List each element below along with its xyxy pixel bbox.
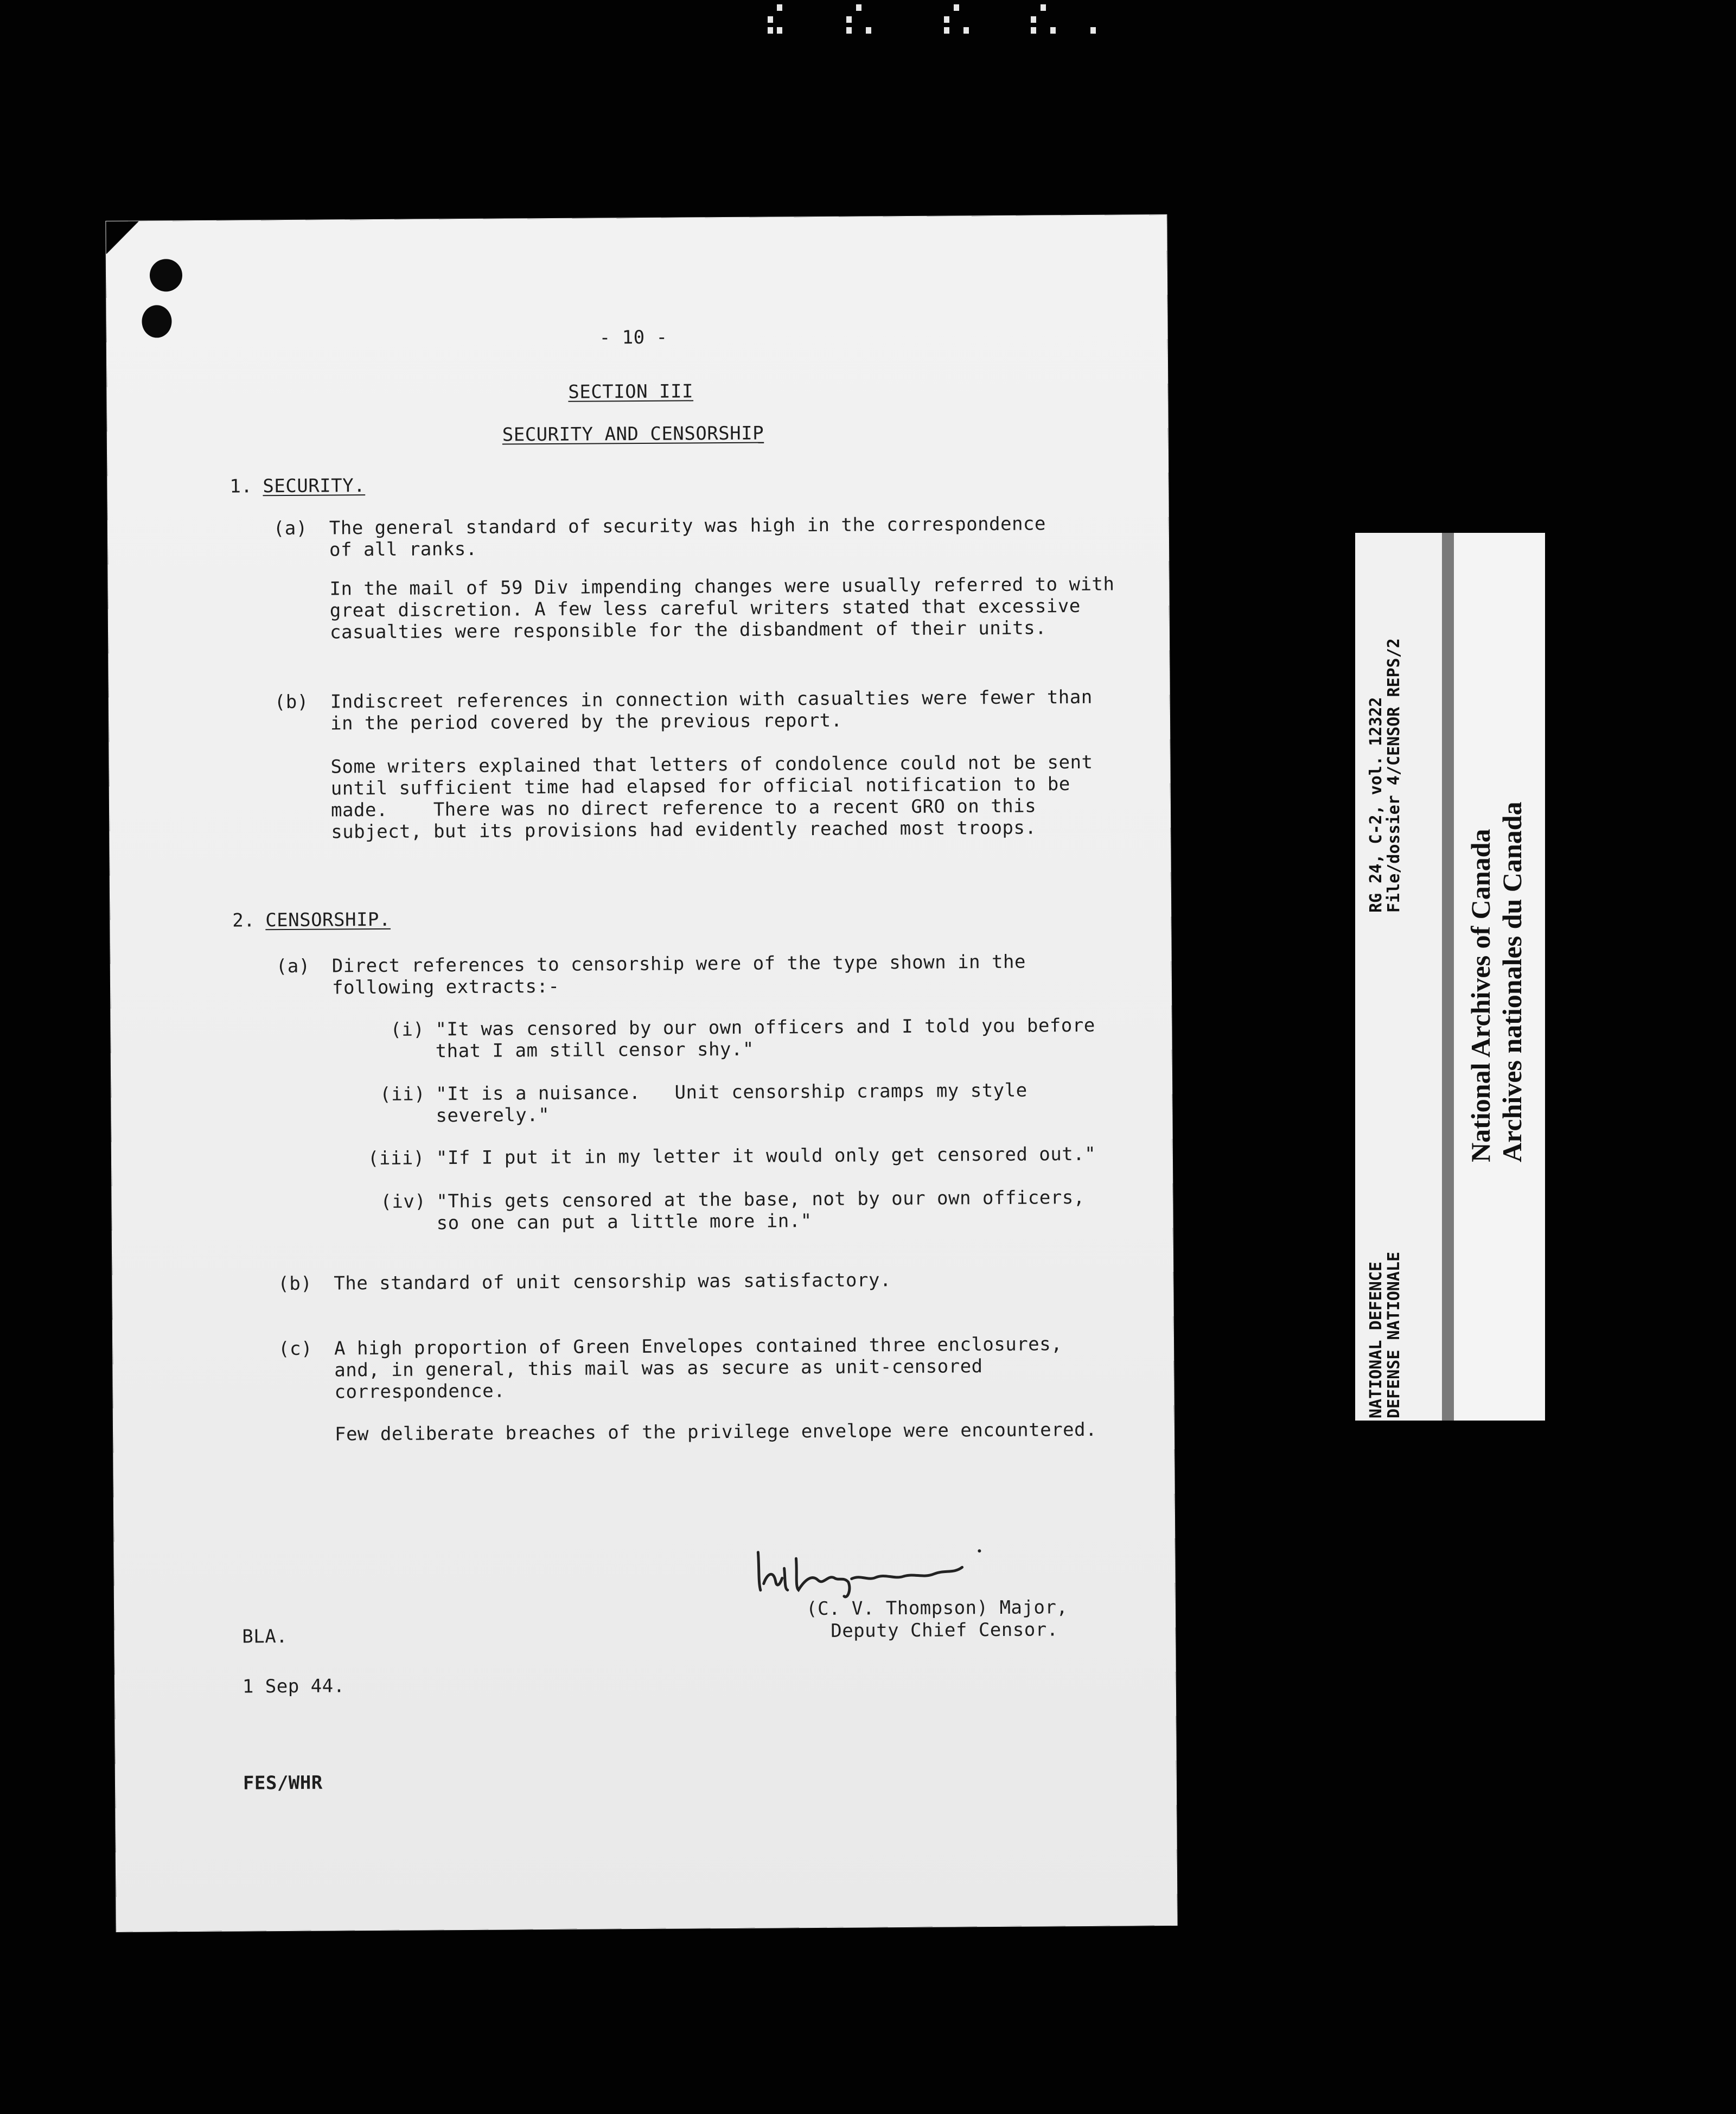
document-page	[106, 215, 1177, 1932]
archive-reference-1: RG 24, C-2, vol. 12322	[1367, 697, 1386, 913]
text-line: A high proportion of Green Envelopes contained three enclosures,	[334, 1333, 1063, 1360]
text-line: following extracts:-	[331, 975, 560, 999]
page-number: - 10 -	[599, 326, 668, 349]
text-line: "It was censored by our own officers and I told you before	[435, 1014, 1095, 1041]
text-line: great discretion. A few less careful writers stated that excessive	[329, 595, 1081, 622]
text-line: The general standard of security was high in the correspondence	[329, 513, 1046, 539]
extract-iv-text	[436, 1187, 1085, 1234]
archive-label	[1355, 533, 1545, 1421]
item-1-heading: SECURITY.	[263, 475, 366, 498]
extract-i-marker: (i)	[390, 1018, 425, 1041]
national-archives-en: National Archives of Canada	[1465, 829, 1496, 1162]
text-line: casualties were responsible for the disbandment of their units.	[329, 617, 1047, 644]
item-2b-text: The standard of unit censorship was satisfactory.	[334, 1269, 891, 1295]
punch-hole	[142, 305, 171, 338]
film-edge-marks	[765, 0, 1101, 38]
text-line: and, in general, this mail was as secure as unit-censored	[334, 1355, 983, 1381]
archive-label-divider	[1442, 533, 1454, 1421]
text-line: "If I put it in my letter it would only get censored out."	[436, 1143, 1096, 1169]
extract-ii-text	[436, 1080, 1027, 1127]
archive-label-left-panel	[1355, 533, 1442, 1421]
national-defence-fr: DEFENSE NATIONALE	[1384, 1251, 1403, 1418]
text-line: subject, but its provisions had evidently reached most troops.	[331, 817, 1037, 843]
text-line: In the mail of 59 Div impending changes were usually referred to with	[329, 573, 1115, 600]
extract-iv-marker: (iv)	[380, 1190, 426, 1213]
item-1a-paragraph-2	[329, 574, 1115, 644]
item-2-number: 2.	[232, 909, 256, 932]
national-defence-en: NATIONAL DEFENCE	[1367, 1262, 1386, 1418]
item-2-heading: CENSORSHIP.	[265, 908, 391, 932]
item-1-number: 1.	[229, 475, 253, 498]
signatory-title: Deputy Chief Censor.	[831, 1619, 1058, 1642]
item-2b-marker: (b)	[278, 1272, 312, 1295]
item-1b-paragraph	[330, 686, 1093, 735]
signatory-name: (C. V. Thompson) Major,	[806, 1596, 1068, 1620]
extract-iii-marker: (iii)	[367, 1147, 425, 1170]
item-2c-paragraph	[334, 1333, 1063, 1403]
text-line: Direct references to censorship were of the type shown in the	[331, 951, 1026, 977]
text-line: until sufficient time had elapsed for official notification to be	[330, 773, 1070, 800]
archive-reference-2: File/dossier 4/CENSOR REPS/2	[1384, 638, 1403, 913]
item-1b-marker: (b)	[274, 691, 309, 714]
extract-iii-text	[436, 1143, 1096, 1169]
file-reference: FES/WHR	[242, 1772, 323, 1794]
item-2a-marker: (a)	[276, 955, 310, 978]
section-subtitle: SECURITY AND CENSORSHIP	[502, 422, 764, 446]
extract-ii-marker: (ii)	[380, 1083, 426, 1105]
text-line: of all ranks.	[329, 538, 477, 561]
item-2a-paragraph	[332, 951, 1026, 999]
extract-i-text	[435, 1015, 1095, 1062]
text-line: "It is a nuisance. Unit censorship cramps my style	[436, 1079, 1027, 1105]
document-date: 1 Sep 44.	[242, 1675, 345, 1698]
text-line: in the period covered by the previous report.	[330, 709, 843, 735]
punch-hole	[150, 259, 182, 291]
text-line: Indiscreet references in connection with casualties were fewer than	[330, 686, 1093, 713]
text-line: Some writers explained that letters of condolence could not be sent	[330, 751, 1093, 778]
item-2c-paragraph-2: Few deliberate breaches of the privilege envelope were encountered.	[334, 1418, 1097, 1446]
text-line: so one can put a little more in."	[436, 1210, 812, 1234]
national-archives-fr: Archives nationales du Canada	[1497, 801, 1527, 1162]
text-line: that I am still censor shy."	[435, 1038, 755, 1062]
text-line: made. There was no direct reference to a recent GRO on this	[330, 795, 1037, 822]
item-2c-marker: (c)	[278, 1338, 313, 1360]
item-1a-paragraph	[329, 513, 1046, 561]
section-title: SECTION III	[568, 380, 694, 403]
handwritten-signature	[751, 1534, 1056, 1601]
text-line: severely."	[436, 1104, 550, 1127]
item-1b-paragraph-2	[330, 752, 1093, 843]
item-1a-marker: (a)	[273, 517, 308, 540]
text-line: "This gets censored at the base, not by our own officers,	[436, 1187, 1085, 1213]
archive-label-right-panel	[1454, 533, 1545, 1421]
origin: BLA.	[242, 1626, 288, 1648]
text-line: correspondence.	[334, 1380, 506, 1403]
